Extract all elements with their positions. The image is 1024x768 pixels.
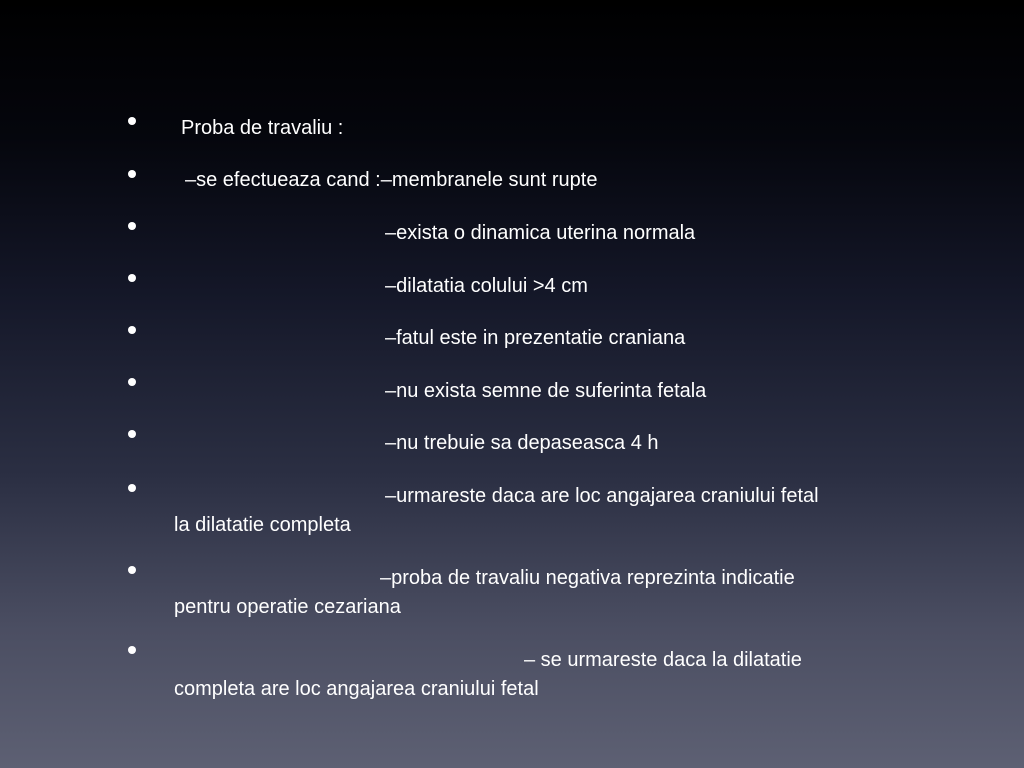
bullet-dot — [128, 646, 136, 654]
bullet-text: Proba de travaliu : — [181, 117, 344, 139]
bullet-text: –urmareste daca are loc angajarea craniului fetal — [385, 485, 819, 507]
bullet-dot — [128, 222, 136, 230]
bullet-dot — [128, 484, 136, 492]
bullet-text: –proba de travaliu negativa reprezinta indicatie — [380, 567, 795, 589]
bullet-text: –dilatatia colului >4 cm — [385, 275, 588, 297]
bullet-dot — [128, 430, 136, 438]
bullet-dot — [128, 378, 136, 386]
bullet-text-continuation: pentru operatie cezariana — [174, 596, 401, 618]
bullet-text-continuation: completa are loc angajarea craniului fetal — [174, 678, 539, 700]
bullet-text: –se efectueaza cand :–membranele sunt rupte — [185, 169, 598, 191]
bullet-text: –exista o dinamica uterina normala — [385, 222, 696, 244]
bullet-dot — [128, 326, 136, 334]
bullet-text: –fatul este in prezentatie craniana — [385, 327, 686, 349]
bullet-text: – se urmareste daca la dilatatie — [524, 649, 802, 671]
bullet-text: –nu trebuie sa depaseasca 4 h — [385, 432, 659, 454]
bullet-dot — [128, 566, 136, 574]
bullet-dot — [128, 117, 136, 125]
bullet-text-continuation: la dilatatie completa — [174, 514, 351, 536]
bullet-dot — [128, 274, 136, 282]
bullet-dot — [128, 170, 136, 178]
bullet-text: –nu exista semne de suferinta fetala — [385, 380, 707, 402]
